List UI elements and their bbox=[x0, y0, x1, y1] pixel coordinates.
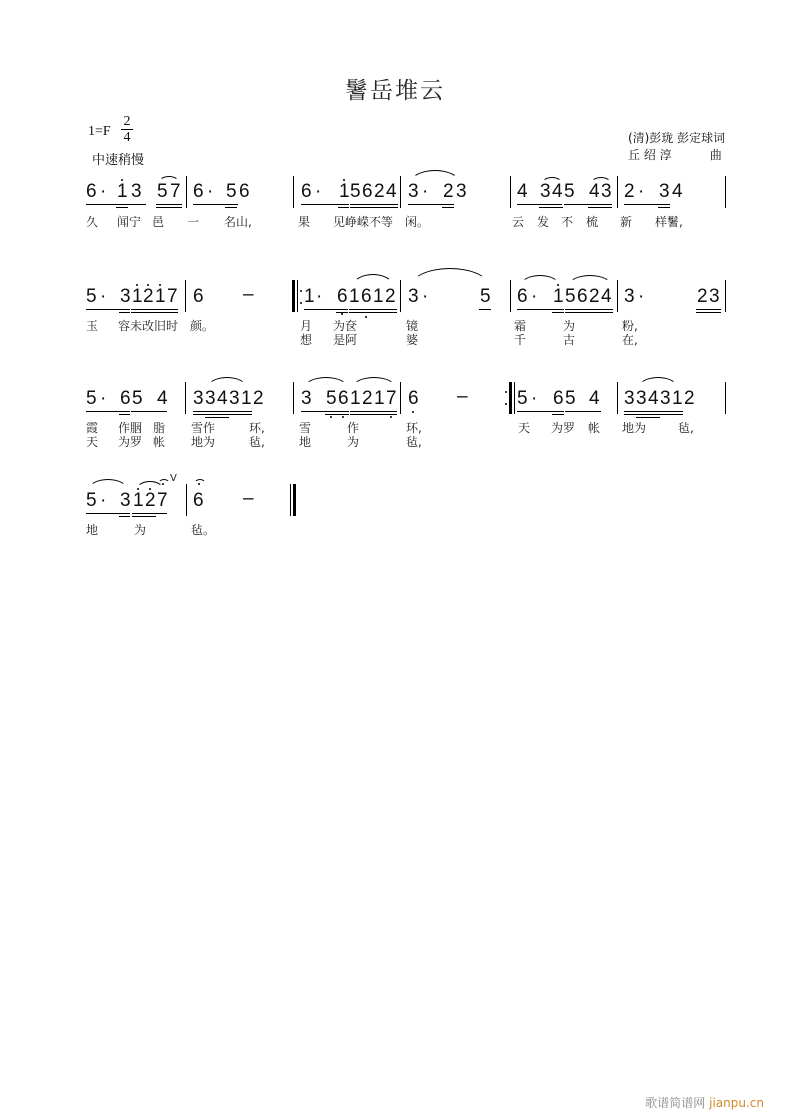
lyric: 地 bbox=[86, 523, 99, 537]
fermata-dot bbox=[198, 483, 200, 485]
lyric: 容未改旧时 bbox=[118, 319, 179, 333]
lyric: 发 bbox=[537, 215, 550, 229]
augmentation-dot: · bbox=[316, 286, 323, 307]
slur bbox=[542, 177, 562, 183]
breath-mark-icon: V bbox=[170, 473, 177, 484]
note: 6 bbox=[120, 388, 131, 409]
lyric: 毡。 bbox=[191, 523, 216, 537]
lyric: 作胭 bbox=[118, 421, 143, 435]
beam bbox=[86, 204, 146, 205]
note: 6 bbox=[193, 490, 204, 511]
bar-line bbox=[400, 382, 401, 414]
note: 6 bbox=[577, 286, 588, 307]
note: 1 bbox=[155, 286, 166, 307]
repeat-dot bbox=[505, 391, 507, 393]
slur bbox=[410, 170, 460, 183]
note: 2 bbox=[697, 286, 708, 307]
note: 4 bbox=[672, 181, 683, 202]
note: 1 bbox=[672, 388, 683, 409]
dash-extension: – bbox=[243, 488, 254, 509]
tempo-marking: 中速稍慢 bbox=[92, 153, 145, 168]
beam bbox=[131, 411, 167, 412]
note: 1 bbox=[374, 388, 385, 409]
low-octave-dot bbox=[342, 416, 344, 418]
bar-line bbox=[725, 176, 726, 208]
lyric: 月 bbox=[300, 319, 313, 333]
beam bbox=[442, 207, 454, 208]
augmentation-dot: · bbox=[315, 181, 322, 202]
bar-line bbox=[185, 280, 186, 312]
low-octave-dot bbox=[330, 416, 332, 418]
note: 6 bbox=[362, 181, 373, 202]
key-signature: 1=F bbox=[88, 124, 111, 139]
beam bbox=[658, 207, 670, 208]
beam bbox=[301, 204, 349, 205]
watermark bbox=[645, 1094, 764, 1111]
beam bbox=[539, 207, 563, 208]
bar-line bbox=[617, 382, 618, 414]
note: 5 bbox=[132, 388, 143, 409]
lyric-verse-2: 在, bbox=[622, 333, 638, 347]
lyric: 帐 bbox=[588, 421, 601, 435]
note: 3 bbox=[636, 388, 647, 409]
note: 3 bbox=[709, 286, 720, 307]
note: 2 bbox=[684, 388, 695, 409]
beam bbox=[205, 417, 229, 418]
slur bbox=[410, 268, 490, 287]
high-octave-dot bbox=[159, 284, 161, 286]
beam bbox=[304, 309, 348, 310]
beam bbox=[338, 207, 349, 208]
beam bbox=[131, 309, 178, 310]
fermata-icon bbox=[194, 479, 206, 484]
lyric: 玉 bbox=[86, 319, 99, 333]
note: 4 bbox=[648, 388, 659, 409]
note: 6 bbox=[553, 388, 564, 409]
beam bbox=[408, 204, 454, 205]
beam bbox=[86, 309, 130, 310]
lyric: 久 bbox=[86, 215, 99, 229]
note: 2 bbox=[385, 286, 396, 307]
augmentation-dot: · bbox=[100, 181, 107, 202]
slur bbox=[568, 275, 612, 286]
note: 5 bbox=[480, 286, 491, 307]
high-octave-dot bbox=[147, 284, 149, 286]
note: 1 bbox=[553, 286, 564, 307]
repeat-dot bbox=[300, 302, 302, 304]
beam bbox=[624, 411, 683, 412]
composer-credit: 丘 绍 淳 曲 bbox=[628, 148, 722, 162]
lyric: 镜 bbox=[406, 319, 419, 333]
beam bbox=[156, 204, 182, 205]
note: 5 bbox=[517, 388, 528, 409]
lyric: 环, bbox=[249, 421, 265, 435]
beam bbox=[116, 207, 128, 208]
note: 5 bbox=[326, 388, 337, 409]
bar-line bbox=[297, 280, 298, 312]
note: 6 bbox=[301, 181, 312, 202]
note: 1 bbox=[304, 286, 315, 307]
note: 3 bbox=[229, 388, 240, 409]
note: 5 bbox=[226, 181, 237, 202]
beam bbox=[225, 207, 237, 208]
beam bbox=[119, 414, 130, 415]
time-denominator: 4 bbox=[123, 130, 131, 145]
augmentation-dot: · bbox=[422, 181, 429, 202]
beam bbox=[636, 417, 660, 418]
note: 3 bbox=[540, 181, 551, 202]
beam bbox=[624, 204, 670, 205]
lyricist-credit: (清)彭珑 彭定球词 bbox=[628, 131, 726, 145]
beam bbox=[517, 204, 562, 205]
bar-line bbox=[510, 280, 511, 312]
beam bbox=[132, 516, 156, 517]
repeat-bar bbox=[509, 382, 512, 414]
note: 4 bbox=[517, 181, 528, 202]
lyric-verse-2: 毡, bbox=[249, 435, 265, 449]
lyric-verse-2: 帐 bbox=[153, 435, 166, 449]
lyric: 不 bbox=[561, 215, 574, 229]
note: 1 bbox=[373, 286, 384, 307]
note: 3 bbox=[205, 388, 216, 409]
lyric: 新 bbox=[620, 215, 633, 229]
bar-line bbox=[725, 280, 726, 312]
beam bbox=[588, 207, 612, 208]
lyric: 一 bbox=[187, 215, 200, 229]
note: 3 bbox=[193, 388, 204, 409]
note: 5 bbox=[565, 286, 576, 307]
beam bbox=[193, 414, 252, 415]
note: 4 bbox=[386, 181, 397, 202]
beam bbox=[350, 411, 397, 412]
lyric: 颜。 bbox=[190, 319, 215, 333]
note: 5 bbox=[86, 490, 97, 511]
bar-line bbox=[725, 382, 726, 414]
time-numerator: 2 bbox=[123, 114, 131, 129]
watermark-text: 歌谱简谱网 bbox=[645, 1096, 706, 1110]
note: 3 bbox=[408, 181, 419, 202]
lyric: 霞 bbox=[86, 421, 99, 435]
lyric: 闻宁 bbox=[117, 215, 142, 229]
augmentation-dot: · bbox=[100, 490, 107, 511]
lyric: 为奁 bbox=[333, 319, 358, 333]
lyric: 毡, bbox=[678, 421, 694, 435]
lyric: 邑 bbox=[152, 215, 165, 229]
lyric: 粉, bbox=[622, 319, 638, 333]
beam bbox=[119, 516, 130, 517]
beam bbox=[624, 414, 683, 415]
note: 6 bbox=[193, 286, 204, 307]
note: 4 bbox=[589, 388, 600, 409]
beam bbox=[336, 312, 348, 313]
note: 1 bbox=[350, 388, 361, 409]
note: 6 bbox=[338, 388, 349, 409]
lyric: 见峥嵘不等 bbox=[333, 215, 394, 229]
note: 4 bbox=[157, 388, 168, 409]
slur bbox=[352, 274, 394, 287]
slur bbox=[207, 377, 247, 388]
augmentation-dot: · bbox=[100, 388, 107, 409]
augmentation-dot: · bbox=[207, 181, 214, 202]
slur bbox=[304, 377, 348, 388]
note: 5 bbox=[157, 181, 168, 202]
note: 7 bbox=[167, 286, 178, 307]
beam bbox=[86, 513, 130, 514]
note: 3 bbox=[120, 286, 131, 307]
bar-line bbox=[510, 176, 511, 208]
fermata-icon bbox=[158, 479, 170, 484]
lyric-verse-2: 为罗 bbox=[118, 435, 143, 449]
low-octave-dot bbox=[390, 416, 392, 418]
low-octave-dot bbox=[341, 313, 343, 315]
lyric: 雪 bbox=[299, 421, 312, 435]
note: 2 bbox=[624, 181, 635, 202]
note: 3 bbox=[660, 388, 671, 409]
lyric: 样鬐, bbox=[655, 215, 683, 229]
note: 1 bbox=[349, 286, 360, 307]
song-title: 鬐岳堆云 bbox=[345, 78, 445, 104]
note: 5 bbox=[350, 181, 361, 202]
lyric: 为罗 bbox=[551, 421, 576, 435]
beam bbox=[696, 312, 721, 313]
note: 7 bbox=[157, 490, 168, 511]
lyric-verse-2: 婆 bbox=[406, 333, 419, 347]
final-bar-line bbox=[293, 484, 296, 516]
beam bbox=[552, 312, 564, 313]
slur bbox=[159, 176, 179, 182]
bar-line bbox=[400, 176, 401, 208]
lyric: 为 bbox=[134, 523, 147, 537]
augmentation-dot: · bbox=[638, 181, 645, 202]
note: 2 bbox=[253, 388, 264, 409]
augmentation-dot: · bbox=[422, 286, 429, 307]
note: 6 bbox=[239, 181, 250, 202]
beam bbox=[193, 204, 238, 205]
note: 2 bbox=[589, 286, 600, 307]
beam bbox=[86, 411, 130, 412]
note: 4 bbox=[601, 286, 612, 307]
beam bbox=[479, 309, 491, 310]
lyric-verse-2: 地 bbox=[299, 435, 312, 449]
beam bbox=[350, 204, 398, 205]
bar-line bbox=[290, 484, 291, 516]
beam bbox=[350, 414, 397, 415]
lyric: 闲。 bbox=[405, 215, 430, 229]
lyric: 环, bbox=[406, 421, 422, 435]
lyric-verse-2: 是阿 bbox=[333, 333, 358, 347]
beam bbox=[565, 411, 601, 412]
high-octave-dot bbox=[121, 179, 123, 181]
lyric-verse-2: 天 bbox=[86, 435, 99, 449]
note: 2 bbox=[443, 181, 454, 202]
augmentation-dot: · bbox=[638, 286, 645, 307]
bar-line bbox=[617, 280, 618, 312]
beam bbox=[565, 309, 613, 310]
beam bbox=[349, 309, 397, 310]
bar-line bbox=[186, 484, 187, 516]
note: 3 bbox=[601, 181, 612, 202]
note: 1 bbox=[339, 181, 350, 202]
note: 5 bbox=[86, 286, 97, 307]
augmentation-dot: · bbox=[531, 388, 538, 409]
note: 3 bbox=[120, 490, 131, 511]
slur bbox=[638, 377, 678, 388]
fermata-dot bbox=[162, 483, 164, 485]
bar-line bbox=[514, 382, 515, 414]
lyric: 天 bbox=[518, 421, 531, 435]
dash-extension: – bbox=[457, 386, 468, 407]
note: 3 bbox=[624, 388, 635, 409]
beam bbox=[564, 204, 612, 205]
high-octave-dot bbox=[136, 284, 138, 286]
lyric-verse-2: 古 bbox=[563, 333, 576, 347]
note: 6 bbox=[193, 181, 204, 202]
note: 3 bbox=[456, 181, 467, 202]
note: 7 bbox=[386, 388, 397, 409]
note: 4 bbox=[552, 181, 563, 202]
note: 3 bbox=[301, 388, 312, 409]
note: 6 bbox=[408, 388, 419, 409]
dash-extension: – bbox=[243, 284, 254, 305]
lyric: 地为 bbox=[622, 421, 647, 435]
slur bbox=[591, 177, 611, 183]
beam bbox=[156, 207, 182, 208]
note: 6 bbox=[361, 286, 372, 307]
note: 6 bbox=[86, 181, 97, 202]
note: 1 bbox=[133, 490, 144, 511]
repeat-dot bbox=[505, 403, 507, 405]
note: 3 bbox=[131, 181, 142, 202]
lyric: 作 bbox=[347, 421, 360, 435]
high-octave-dot bbox=[343, 179, 345, 181]
note: 4 bbox=[217, 388, 228, 409]
lyric: 云 bbox=[512, 215, 525, 229]
bar-line bbox=[617, 176, 618, 208]
bar-line bbox=[293, 176, 294, 208]
beam bbox=[301, 411, 349, 412]
note: 3 bbox=[624, 286, 635, 307]
beam bbox=[119, 312, 130, 313]
beam bbox=[132, 513, 167, 514]
note: 4 bbox=[589, 181, 600, 202]
lyric: 脂 bbox=[153, 421, 166, 435]
note: 5 bbox=[86, 388, 97, 409]
beam bbox=[552, 414, 564, 415]
beam bbox=[325, 414, 349, 415]
augmentation-dot: · bbox=[531, 286, 538, 307]
lyric: 名山, bbox=[224, 215, 252, 229]
beam bbox=[696, 309, 721, 310]
bar-line bbox=[186, 176, 187, 208]
beam bbox=[350, 207, 398, 208]
beam bbox=[193, 411, 252, 412]
lyric: 梳 bbox=[586, 215, 599, 229]
note: 3 bbox=[408, 286, 419, 307]
lyric: 果 bbox=[298, 215, 311, 229]
beam bbox=[349, 312, 397, 313]
beam bbox=[565, 312, 613, 313]
note: 5 bbox=[564, 181, 575, 202]
low-octave-dot bbox=[412, 411, 414, 413]
note: 2 bbox=[374, 181, 385, 202]
note: 7 bbox=[170, 181, 181, 202]
lyric: 为 bbox=[563, 319, 576, 333]
slur bbox=[88, 479, 128, 490]
note: 6 bbox=[517, 286, 528, 307]
note: 3 bbox=[659, 181, 670, 202]
lyric-verse-2: 毡, bbox=[406, 435, 422, 449]
bar-line bbox=[185, 382, 186, 414]
repeat-start-bar bbox=[292, 280, 295, 312]
slur bbox=[352, 377, 396, 388]
bar-line bbox=[400, 280, 401, 312]
slur bbox=[520, 275, 560, 286]
note: 2 bbox=[145, 490, 156, 511]
augmentation-dot: · bbox=[100, 286, 107, 307]
beam bbox=[517, 309, 564, 310]
watermark-url[interactable]: jianpu.cn bbox=[709, 1096, 764, 1110]
lyric-verse-2: 想 bbox=[300, 333, 313, 347]
lyric-verse-2: 地为 bbox=[191, 435, 216, 449]
note: 6 bbox=[337, 286, 348, 307]
time-signature bbox=[120, 114, 134, 145]
beam bbox=[131, 312, 178, 313]
note: 2 bbox=[143, 286, 154, 307]
lyric-verse-2: 千 bbox=[514, 333, 527, 347]
note: 1 bbox=[117, 181, 128, 202]
note: 1 bbox=[241, 388, 252, 409]
beam bbox=[517, 411, 564, 412]
bar-line bbox=[293, 382, 294, 414]
lyric: 霜 bbox=[514, 319, 527, 333]
note: 5 bbox=[565, 388, 576, 409]
low-octave-dot bbox=[365, 316, 367, 318]
lyric: 雪作 bbox=[191, 421, 216, 435]
lyric-verse-2: 为 bbox=[347, 435, 360, 449]
repeat-dot bbox=[300, 290, 302, 292]
note: 1 bbox=[132, 286, 143, 307]
note: 2 bbox=[362, 388, 373, 409]
